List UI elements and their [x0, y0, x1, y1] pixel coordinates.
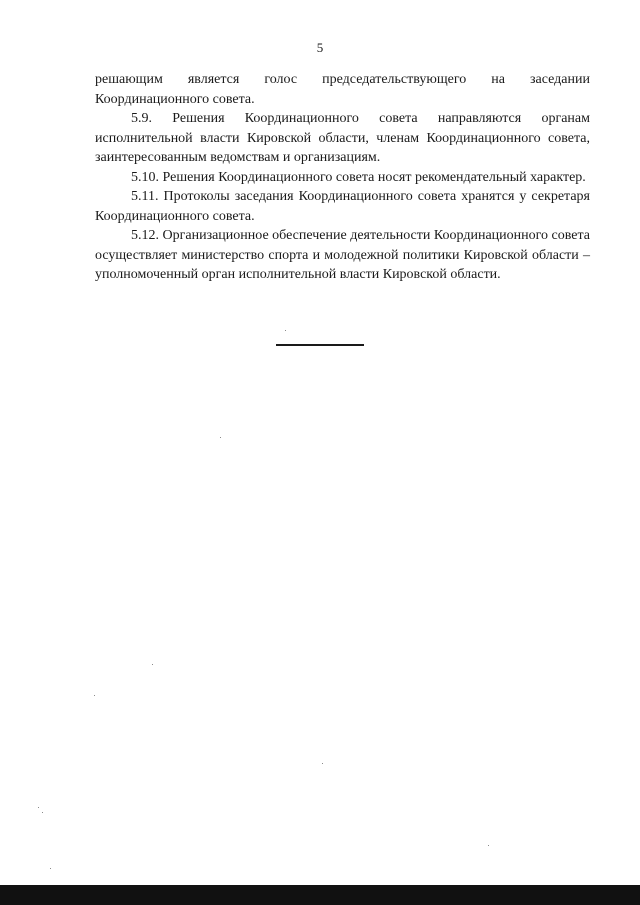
scan-speck	[50, 868, 51, 869]
scan-speck	[322, 763, 323, 764]
document-body	[95, 70, 590, 285]
scan-speck	[152, 664, 153, 665]
scan-speck	[38, 807, 39, 808]
scan-edge-bar	[0, 885, 640, 905]
scan-speck	[220, 437, 221, 438]
scan-speck	[488, 845, 489, 846]
paragraph-5-10: 5.10. Решения Координационного совета носят рекомендательный характер.	[131, 169, 586, 185]
paragraph-5-12: 5.12. Организационное обеспечение деятельности Координационного совета осуществляет министерство спорта и молодежной политики Кировской области – уполномоченный орган исполнительной власти Кировской области.	[95, 228, 590, 282]
paragraph-continuation: решающим является голос председательствующего на заседании Координационного совета.	[95, 72, 590, 107]
paragraph-5-9: 5.9. Решения Координационного совета направляются органам исполнительной власти Кировской области, членам Координационного совета, заинтересованным ведомствам и организациям.	[95, 111, 590, 165]
end-of-text-rule	[276, 344, 364, 346]
scan-speck	[94, 695, 95, 696]
scan-speck	[285, 330, 286, 331]
page-number: 5	[316, 40, 324, 55]
scan-speck	[42, 812, 43, 813]
paragraph-5-11: 5.11. Протоколы заседания Координационного совета хранятся у секретаря Координационного совета.	[95, 189, 590, 224]
